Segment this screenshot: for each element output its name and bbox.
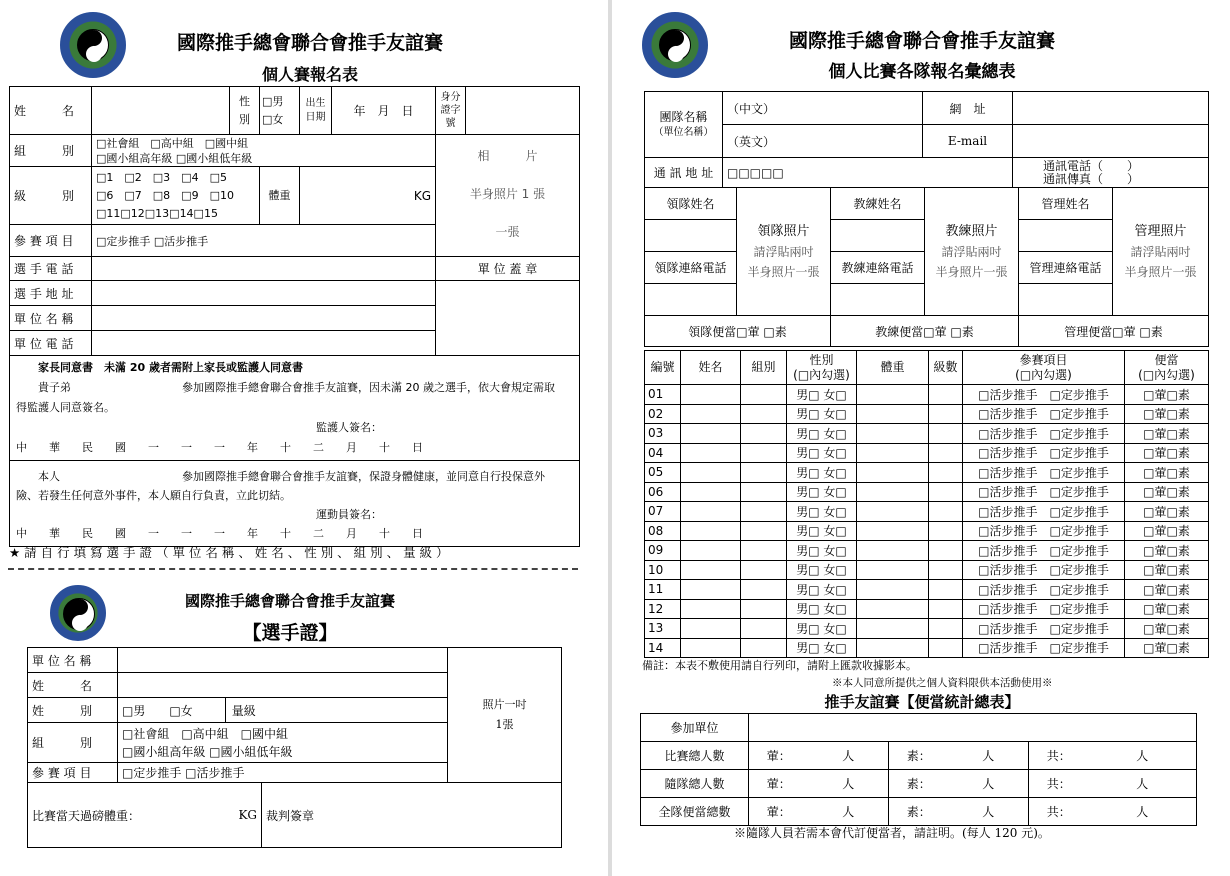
female-checkbox[interactable]: □女 [262, 112, 284, 126]
table-row [645, 385, 1209, 405]
row-meal-checkboxes[interactable]: □葷□素 [1125, 521, 1209, 541]
row-number: 08 [645, 521, 681, 541]
team-name-label-cell [645, 92, 723, 158]
meal-note: ※隨隊人員若需本會代訂便當者，請註明。(每人 120 元)。 [734, 826, 1050, 840]
meal-row [641, 742, 1197, 770]
meal-row-cell[interactable]: 人 [949, 770, 1029, 798]
consent-title: 家長同意書 未滿 20 歲者需附上家長或監護人同意書 [38, 361, 303, 374]
row-gender-checkboxes[interactable]: 男□ 女□ [787, 482, 857, 502]
card-kg[interactable]: KG [226, 783, 262, 848]
row-group-field[interactable] [741, 385, 787, 405]
row-number: 12 [645, 599, 681, 619]
meal-row-label: 比賽總人數 [641, 742, 749, 770]
row-group-field[interactable] [741, 619, 787, 639]
row-event-checkboxes[interactable]: □活步推手 □定步推手 [963, 580, 1125, 600]
row-number: 13 [645, 619, 681, 639]
row-event-checkboxes[interactable]: □活步推手 □定步推手 [963, 385, 1125, 405]
row-event-checkboxes[interactable]: □活步推手 □定步推手 [963, 463, 1125, 483]
row-group-field[interactable] [741, 580, 787, 600]
website-label: 網 址 [923, 92, 1013, 125]
row-weight-field[interactable] [857, 619, 929, 639]
consent-text2: 得監護人同意簽名。 [16, 401, 115, 414]
row-number: 03 [645, 424, 681, 444]
row-level-field[interactable] [929, 580, 963, 600]
row-level-field[interactable] [929, 404, 963, 424]
manager-phone-field[interactable] [1019, 284, 1113, 316]
self-label: 本人 [38, 470, 60, 483]
association-logo-icon-2 [50, 585, 106, 641]
col-level-header: 級數 [929, 351, 963, 385]
row-event-checkboxes[interactable]: □活步推手 □定步推手 [963, 521, 1125, 541]
row-group-field[interactable] [741, 463, 787, 483]
team-name-sub: （單位名稱） [653, 126, 714, 138]
id-label: 身分證字號 [436, 87, 466, 135]
male-checkbox[interactable]: □男 [262, 94, 284, 108]
team-name-label: 團隊名稱 [659, 109, 708, 124]
row-name-field[interactable] [681, 385, 741, 405]
meal-unit-label: 參加單位 [641, 714, 749, 742]
row-weight-field[interactable] [857, 541, 929, 561]
col-number-header: 編號 [645, 351, 681, 385]
row-name-field[interactable] [681, 502, 741, 522]
registration-table [9, 86, 580, 547]
group-options-2[interactable]: □國小組高年級 □國小組低年級 [96, 151, 253, 165]
table-row [645, 424, 1209, 444]
table-row [645, 599, 1209, 619]
photo-sub: 半身照片 1 張 [469, 187, 546, 201]
meal-row-cell[interactable]: 素： [889, 742, 949, 770]
row-number: 04 [645, 443, 681, 463]
row-meal-checkboxes[interactable]: □葷□素 [1125, 404, 1209, 424]
row-number: 14 [645, 638, 681, 658]
row-weight-field[interactable] [857, 560, 929, 580]
row-meal-checkboxes[interactable]: □葷□素 [1125, 424, 1209, 444]
row-name-field[interactable] [681, 404, 741, 424]
stamp-area[interactable] [436, 281, 580, 356]
form-title: 國際推手總會聯合會推手友誼賽 [176, 32, 443, 54]
col-meal-header: 便當 (□內勾選) [1125, 351, 1209, 385]
table-row [645, 560, 1209, 580]
meal-row [641, 770, 1197, 798]
row-weight-field[interactable] [857, 580, 929, 600]
row-group-field[interactable] [741, 599, 787, 619]
meal-summary-table [640, 713, 1197, 826]
leader-photo-hint1: 請浮貼兩吋 [753, 244, 814, 259]
col-event-header: 參賽項目 (□內勾選) [963, 351, 1125, 385]
card-name-label: 姓 名 [28, 673, 118, 698]
photo-label: 相 片 [477, 149, 538, 163]
meal-row-cell[interactable]: 共： [1029, 742, 1089, 770]
row-weight-field[interactable] [857, 638, 929, 658]
card-group-options-2[interactable]: □國小組高年級 □國小組低年級 [122, 744, 293, 759]
meal-row-cell[interactable]: 人 [949, 742, 1029, 770]
staff-table [644, 187, 1209, 347]
row-meal-checkboxes[interactable]: □葷□素 [1125, 385, 1209, 405]
row-meal-checkboxes[interactable]: □葷□素 [1125, 463, 1209, 483]
row-weight-field[interactable] [857, 443, 929, 463]
row-weight-field[interactable] [857, 482, 929, 502]
manager-photo-label: 管理照片 [1134, 223, 1187, 239]
card-weight-class-field[interactable] [262, 698, 448, 723]
coach-photo-hint2: 半身照片一張 [935, 264, 1008, 279]
table-row [645, 404, 1209, 424]
card-subtitle: 【選手證】 [242, 622, 338, 644]
col-group-header: 組別 [741, 351, 787, 385]
waiver-date: 中 華 民 國 一 一 一 年 十 二 月 十 日 [16, 527, 423, 540]
coach-photo-hint1: 請浮貼兩吋 [941, 244, 1002, 259]
stamp-label: 單 位 蓋 章 [436, 257, 580, 281]
table-row [645, 463, 1209, 483]
manager-name-field[interactable] [1019, 220, 1113, 252]
team-summary-page [612, 0, 1230, 876]
row-meal-checkboxes[interactable]: □葷□素 [1125, 560, 1209, 580]
event-label: 參 賽 項 目 [10, 225, 92, 257]
row-gender-checkboxes[interactable]: 男□ 女□ [787, 580, 857, 600]
card-footnote: ★ 請 自 行 填 寫 選 手 證 （ 單 位 名 稱 、 姓 名 、 性 別 、 組 別 、 量 級 ） [9, 545, 449, 560]
row-gender-checkboxes[interactable]: 男□ 女□ [787, 619, 857, 639]
email-field[interactable] [1013, 125, 1209, 158]
comm-phone[interactable]: 通訊電話（ ） [1043, 158, 1140, 173]
card-referee-label[interactable]: 裁判簽章 [262, 783, 562, 848]
row-name-field[interactable] [681, 482, 741, 502]
row-gender-checkboxes[interactable]: 男□ 女□ [787, 560, 857, 580]
row-weight-field[interactable] [857, 502, 929, 522]
card-weigh-label: 比賽當天過磅體重： [28, 783, 226, 848]
card-group-options-1[interactable]: □社會組 □高中組 □國中組 [122, 726, 289, 741]
card-photo-label2: 1張 [495, 718, 514, 731]
meal-row-cell[interactable]: 葷： [749, 798, 809, 826]
meal-row-cell[interactable]: 人 [949, 798, 1029, 826]
comm-fax[interactable]: 通訊傳真（ ） [1043, 171, 1140, 186]
row-number: 11 [645, 580, 681, 600]
athlete-sign[interactable]: 運動員簽名： [316, 508, 382, 521]
level-options-3[interactable]: □11□12□13□14□15 [96, 206, 218, 220]
row-name-field[interactable] [681, 599, 741, 619]
parent-consent [10, 356, 580, 461]
meal-row-cell[interactable]: 人 [1089, 770, 1197, 798]
row-level-field[interactable] [929, 521, 963, 541]
meal-row-cell[interactable]: 共： [1029, 770, 1089, 798]
meal-row-label: 全隊便當總數 [641, 798, 749, 826]
row-gender-checkboxes[interactable]: 男□ 女□ [787, 463, 857, 483]
address-field[interactable] [92, 281, 436, 306]
name-field[interactable] [92, 87, 230, 135]
birth-date-field[interactable]: 年 月 日 [332, 87, 436, 135]
meal-row-cell[interactable]: 素： [889, 770, 949, 798]
card-name-field[interactable] [118, 673, 448, 698]
table-header-row [645, 351, 1209, 385]
table-row [645, 580, 1209, 600]
meal-row-cell[interactable]: 人 [1089, 742, 1197, 770]
weight-label: 體重 [260, 167, 300, 225]
form-subtitle: 個人賽報名表 [261, 65, 358, 84]
row-level-field[interactable] [929, 638, 963, 658]
row-meal-checkboxes[interactable]: □葷□素 [1125, 619, 1209, 639]
level-options-1[interactable]: □1 □2 □3 □4 □5 [96, 170, 227, 184]
email-label: E-mail [923, 125, 1013, 158]
table-row [645, 521, 1209, 541]
row-meal-checkboxes[interactable]: □葷□素 [1125, 580, 1209, 600]
row-group-field[interactable] [741, 502, 787, 522]
meal-row-cell[interactable]: 素： [889, 798, 949, 826]
row-name-field[interactable] [681, 443, 741, 463]
event-options[interactable]: □定步推手 □活步推手 [92, 225, 436, 257]
meal-row-label: 隨隊總人數 [641, 770, 749, 798]
address-label: 選 手 地 址 [10, 281, 92, 306]
row-number: 06 [645, 482, 681, 502]
row-number: 02 [645, 404, 681, 424]
athlete-waiver [10, 461, 580, 547]
row-event-checkboxes[interactable]: □活步推手 □定步推手 [963, 619, 1125, 639]
row-level-field[interactable] [929, 502, 963, 522]
unit-phone-field[interactable] [92, 331, 436, 356]
row-event-checkboxes[interactable]: □活步推手 □定步推手 [963, 502, 1125, 522]
row-level-field[interactable] [929, 385, 963, 405]
row-meal-checkboxes[interactable]: □葷□素 [1125, 482, 1209, 502]
table-row [645, 619, 1209, 639]
row-group-field[interactable] [741, 638, 787, 658]
row-name-field[interactable] [681, 521, 741, 541]
address-boxes[interactable]: □□□□□ [723, 158, 1013, 188]
row-level-field[interactable] [929, 541, 963, 561]
team-name-english[interactable]: （英文） [723, 125, 923, 158]
consent-text1: 參加國際推手總會聯合會推手友誼賽，因未滿 20 歲之選手，依大會規定需取 [182, 381, 555, 394]
phone-label: 選 手 電 話 [10, 257, 92, 281]
col-weight-header: 體重 [857, 351, 929, 385]
meal-row-cell[interactable]: 葷： [749, 770, 809, 798]
row-meal-checkboxes[interactable]: □葷□素 [1125, 541, 1209, 561]
card-weight-class-label: 量級 [226, 698, 262, 723]
row-name-field[interactable] [681, 541, 741, 561]
consent-date: 中 華 民 國 一 一 一 年 十 二 月 十 日 [16, 441, 423, 454]
row-name-field[interactable] [681, 463, 741, 483]
group-label: 組 別 [10, 135, 92, 167]
summary-subtitle: 個人比賽各隊報名彙總表 [828, 62, 1016, 82]
card-unit-label: 單 位 名 稱 [28, 648, 118, 673]
team-info-table [644, 91, 1209, 188]
association-logo-icon [60, 12, 126, 78]
manager-name-label: 管理姓名 [1019, 188, 1113, 220]
row-level-field[interactable] [929, 463, 963, 483]
note-2: ※本人同意所提供之個人資料限供本活動使用※ [832, 677, 1053, 689]
coach-name-label: 教練姓名 [831, 188, 925, 220]
row-weight-field[interactable] [857, 599, 929, 619]
row-event-checkboxes[interactable]: □活步推手 □定步推手 [963, 638, 1125, 658]
row-group-field[interactable] [741, 521, 787, 541]
manager-phone-label: 管理連絡電話 [1019, 252, 1113, 284]
row-level-field[interactable] [929, 443, 963, 463]
website-field[interactable] [1013, 92, 1209, 125]
coach-photo-label: 教練照片 [945, 223, 998, 239]
row-gender-checkboxes[interactable]: 男□ 女□ [787, 638, 857, 658]
row-level-field[interactable] [929, 424, 963, 444]
leader-photo-hint2: 半身照片一張 [747, 264, 820, 279]
row-event-checkboxes[interactable]: □活步推手 □定步推手 [963, 482, 1125, 502]
unit-phone-label: 單 位 電 話 [10, 331, 92, 356]
row-group-field[interactable] [741, 443, 787, 463]
row-event-checkboxes[interactable]: □活步推手 □定步推手 [963, 404, 1125, 424]
row-gender-checkboxes[interactable]: 男□ 女□ [787, 443, 857, 463]
meal-row-cell[interactable]: 人 [809, 770, 889, 798]
card-group-label: 組 別 [28, 723, 118, 763]
row-weight-field[interactable] [857, 521, 929, 541]
card-gender-options[interactable]: □男 □女 [118, 698, 226, 723]
row-name-field[interactable] [681, 424, 741, 444]
team-name-chinese[interactable]: （中文） [723, 92, 923, 125]
id-field[interactable] [466, 87, 580, 135]
consent-child: 貴子弟 [38, 381, 71, 394]
row-name-field[interactable] [681, 619, 741, 639]
table-row [645, 443, 1209, 463]
row-level-field[interactable] [929, 619, 963, 639]
row-event-checkboxes[interactable]: □活步推手 □定步推手 [963, 443, 1125, 463]
gender-label: 性別 [230, 87, 260, 135]
row-gender-checkboxes[interactable]: 男□ 女□ [787, 385, 857, 405]
card-event-label: 參 賽 項 目 [28, 763, 118, 783]
athlete-card-table [27, 647, 562, 848]
row-group-field[interactable] [741, 482, 787, 502]
row-meal-checkboxes[interactable]: □葷□素 [1125, 443, 1209, 463]
meal-row-cell[interactable]: 共： [1029, 798, 1089, 826]
card-event-options[interactable]: □定步推手 □活步推手 [118, 763, 448, 783]
row-gender-checkboxes[interactable]: 男□ 女□ [787, 521, 857, 541]
unit-name-field[interactable] [92, 306, 436, 331]
leader-phone-field[interactable] [645, 284, 737, 316]
row-name-field[interactable] [681, 560, 741, 580]
name-label: 姓 名 [10, 87, 92, 135]
registration-form-page [0, 0, 608, 876]
row-number: 05 [645, 463, 681, 483]
meal-row-cell[interactable]: 葷： [749, 742, 809, 770]
meal-row-cell[interactable]: 人 [1089, 798, 1197, 826]
meal-unit-field[interactable] [749, 714, 1197, 742]
row-weight-field[interactable] [857, 463, 929, 483]
row-name-field[interactable] [681, 638, 741, 658]
row-event-checkboxes[interactable]: □活步推手 □定步推手 [963, 560, 1125, 580]
phone-field[interactable] [92, 257, 436, 281]
row-number: 07 [645, 502, 681, 522]
coach-name-field[interactable] [831, 220, 925, 252]
coach-phone-field[interactable] [831, 284, 925, 316]
weight-kg[interactable]: KG [300, 167, 436, 225]
row-number: 10 [645, 560, 681, 580]
table-row [645, 541, 1209, 561]
note-1: 備註：本表不敷使用請自行列印，請附上匯款收據影本。 [642, 659, 917, 672]
athlete-list-table [644, 350, 1209, 658]
row-number: 01 [645, 385, 681, 405]
card-photo-area[interactable] [448, 648, 562, 783]
leader-phone-label: 領隊連絡電話 [645, 252, 737, 284]
leader-photo-label: 領隊照片 [757, 223, 810, 239]
row-group-field[interactable] [741, 424, 787, 444]
address-label-right: 通 訊 地 址 [645, 158, 723, 188]
row-level-field[interactable] [929, 599, 963, 619]
leader-name-label: 領隊姓名 [645, 188, 737, 220]
birth-label: 出生日期 [300, 87, 332, 135]
row-level-field[interactable] [929, 482, 963, 502]
row-gender-checkboxes[interactable]: 男□ 女□ [787, 541, 857, 561]
manager-photo-hint2: 半身照片一張 [1124, 264, 1197, 279]
card-gender-label: 姓 別 [28, 698, 118, 723]
manager-photo-hint1: 請浮貼兩吋 [1130, 244, 1191, 259]
card-unit-field[interactable] [118, 648, 448, 673]
self-text2: 險、若發生任何意外事件，本人願自行負責，立此切結。 [16, 489, 291, 502]
row-event-checkboxes[interactable]: □活步推手 □定步推手 [963, 424, 1125, 444]
cut-line [8, 568, 578, 570]
row-meal-checkboxes[interactable]: □葷□素 [1125, 502, 1209, 522]
summary-title: 國際推手總會聯合會推手友誼賽 [788, 30, 1055, 52]
row-meal-checkboxes[interactable]: □葷□素 [1125, 638, 1209, 658]
coach-meal[interactable]: 教練便當□葷 □素 [831, 316, 1019, 347]
table-row [645, 482, 1209, 502]
leader-name-field[interactable] [645, 220, 737, 252]
photo-sub2: 一張 [495, 225, 520, 239]
table-row [645, 502, 1209, 522]
row-gender-checkboxes[interactable]: 男□ 女□ [787, 502, 857, 522]
row-gender-checkboxes[interactable]: 男□ 女□ [787, 599, 857, 619]
row-weight-field[interactable] [857, 385, 929, 405]
row-level-field[interactable] [929, 560, 963, 580]
group-options-1[interactable]: □社會組 □高中組 □國中組 [96, 136, 249, 150]
guardian-sign[interactable]: 監護人簽名： [316, 421, 382, 434]
row-gender-checkboxes[interactable]: 男□ 女□ [787, 404, 857, 424]
row-group-field[interactable] [741, 560, 787, 580]
card-title: 國際推手總會聯合會推手友誼賽 [184, 592, 395, 610]
row-event-checkboxes[interactable]: □活步推手 □定步推手 [963, 599, 1125, 619]
coach-phone-label: 教練連絡電話 [831, 252, 925, 284]
row-number: 09 [645, 541, 681, 561]
meal-row-cell[interactable]: 人 [809, 742, 889, 770]
row-name-field[interactable] [681, 580, 741, 600]
meal-row [641, 798, 1197, 826]
col-gender-header: 性別 (□內勾選) [787, 351, 857, 385]
association-logo-icon-3 [642, 12, 708, 78]
row-event-checkboxes[interactable]: □活步推手 □定步推手 [963, 541, 1125, 561]
unit-name-label: 單 位 名 稱 [10, 306, 92, 331]
self-text1: 參加國際推手總會聯合會推手友誼賽，保證身體健康，並同意自行投保意外 [182, 470, 545, 483]
row-weight-field[interactable] [857, 404, 929, 424]
row-group-field[interactable] [741, 404, 787, 424]
meal-row-cell[interactable]: 人 [809, 798, 889, 826]
meal-title: 推手友誼賽【便當統計總表】 [824, 693, 1020, 711]
row-meal-checkboxes[interactable]: □葷□素 [1125, 599, 1209, 619]
card-photo-label: 照片一吋 [482, 698, 527, 711]
leader-meal[interactable]: 領隊便當□葷 □素 [645, 316, 831, 347]
row-group-field[interactable] [741, 541, 787, 561]
level-options-2[interactable]: □6 □7 □8 □9 □10 [96, 188, 234, 202]
table-row [645, 638, 1209, 658]
col-name-header: 姓名 [681, 351, 741, 385]
level-label: 級 別 [10, 167, 92, 225]
photo-area[interactable] [436, 135, 580, 257]
row-weight-field[interactable] [857, 424, 929, 444]
row-gender-checkboxes[interactable]: 男□ 女□ [787, 424, 857, 444]
manager-meal[interactable]: 管理便當□葷 □素 [1019, 316, 1209, 347]
